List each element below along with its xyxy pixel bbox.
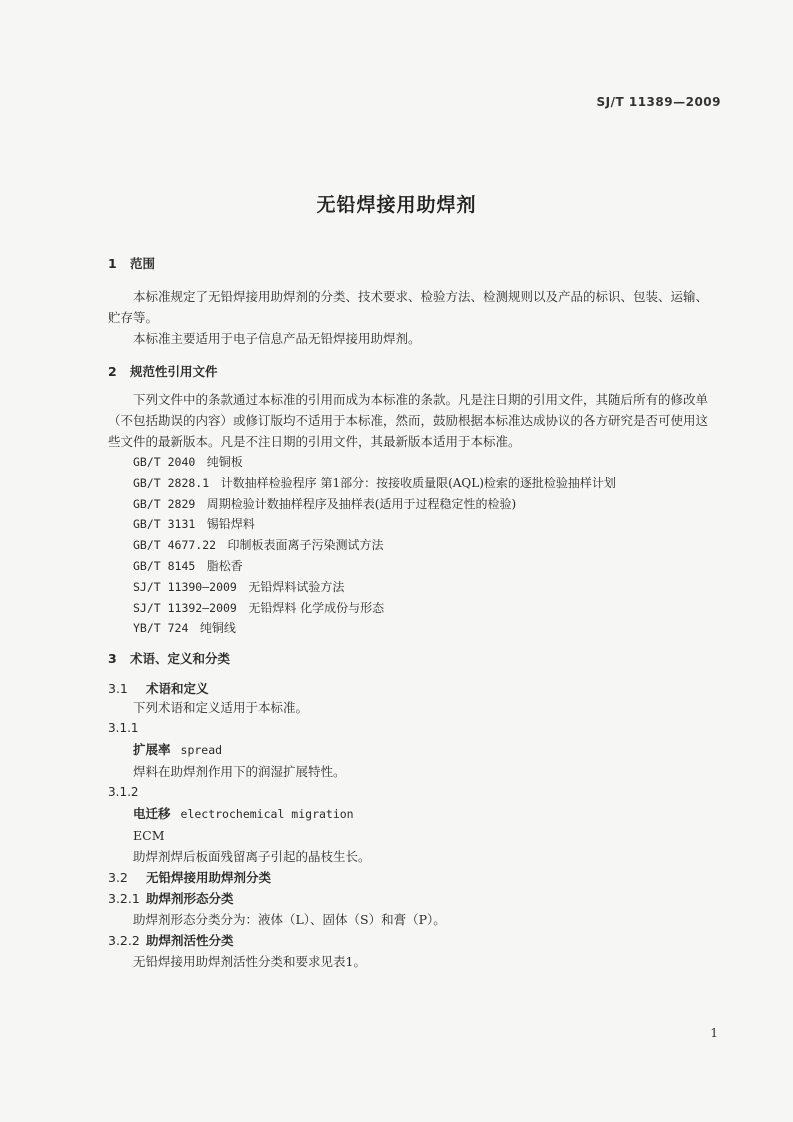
section-title: 术语、定义和分类 bbox=[130, 651, 231, 667]
section-1-paragraph-1: 本标准规定了无铅焊接用助焊剂的分类、技术要求、检验方法、检测规则以及产品的标识、包装、运输、贮存等。 bbox=[108, 289, 709, 325]
subsection-3-2-heading: 3.2 无铅焊接用助焊剂分类 bbox=[108, 870, 272, 886]
standard-code: SJ/T 11389—2009 bbox=[596, 95, 721, 109]
section-number: 1 bbox=[108, 256, 117, 271]
page-number: 1 bbox=[710, 1026, 718, 1040]
reference-item: GB/T 2828.1 计数抽样检验程序 第1部分：按接收质量限(AQL)检索的逐批检验抽样计划 bbox=[133, 475, 616, 490]
section-title: 规范性引用文件 bbox=[130, 364, 218, 379]
reference-item: GB/T 8145 脂松香 bbox=[133, 558, 243, 573]
section-title: 范围 bbox=[130, 256, 156, 271]
reference-item: GB/T 4677.22 印制板表面离子污染测试方法 bbox=[133, 538, 384, 553]
document-title: 无铅焊接用助焊剂 bbox=[316, 194, 477, 216]
term-ecm: 电迁移 electrochemical migration bbox=[133, 806, 354, 822]
subsection-3-1-text: 下列术语和定义适用于本标准。 bbox=[133, 700, 309, 716]
clause-3-2-2-heading: 3.2.2 助焊剂活性分类 bbox=[108, 933, 234, 949]
reference-item: SJ/T 11390—2009 无铅焊料试验方法 bbox=[133, 579, 345, 594]
section-1-heading bbox=[108, 254, 720, 272]
reference-item: GB/T 2829 周期检验计数抽样程序及抽样表(适用于过程稳定性的检验) bbox=[133, 496, 517, 511]
term-spread-definition: 焊料在助焊剂作用下的润湿扩展特性。 bbox=[133, 764, 346, 780]
reference-item: YB/T 724 纯铜线 bbox=[133, 621, 236, 636]
section-2-heading bbox=[108, 362, 720, 380]
clause-3-2-2-text: 无铅焊接用助焊剂活性分类和要求见表1。 bbox=[133, 954, 366, 970]
section-number: 3 bbox=[108, 651, 117, 667]
reference-item: GB/T 3131 锡铅焊料 bbox=[133, 517, 255, 532]
section-2-paragraph: 下列文件中的条款通过本标准的引用而成为本标准的条款。凡是注日期的引用文件，其随后所有的修改单（不包括勘误的内容）或修订版均不适用于本标准，然而，鼓励根据本标准达成协议的各方研究是否可使用这些文件的最新版本。凡是不注日期的引用文件，其最新版本适用于本标准。 bbox=[108, 392, 709, 449]
reference-item: SJ/T 11392—2009 无铅焊料 化学成份与形态 bbox=[133, 600, 385, 615]
section-1-paragraph-2: 本标准主要适用于电子信息产品无铅焊接用助焊剂。 bbox=[133, 331, 421, 346]
term-spread: 扩展率 spread bbox=[133, 742, 223, 758]
clause-3-2-1-text: 助焊剂形态分类分为：液体（L）、固体（S）和膏（P）。 bbox=[133, 912, 446, 928]
reference-list bbox=[108, 452, 720, 639]
reference-item: GB/T 2040 纯铜板 bbox=[133, 455, 243, 469]
section-number: 2 bbox=[108, 364, 117, 379]
term-ecm-definition: 助焊剂焊后板面残留离子引起的晶枝生长。 bbox=[133, 849, 371, 865]
clause-3-2-1-heading: 3.2.1 助焊剂形态分类 bbox=[108, 891, 234, 907]
clause-3-1-1-number: 3.1.1 bbox=[108, 721, 139, 736]
clause-3-1-2-number: 3.1.2 bbox=[108, 785, 139, 800]
subsection-3-1-heading: 3.1 术语和定义 bbox=[108, 681, 209, 697]
term-ecm-abbreviation: ECM bbox=[133, 828, 165, 844]
document-body bbox=[108, 250, 720, 972]
section-3-heading bbox=[108, 649, 720, 667]
